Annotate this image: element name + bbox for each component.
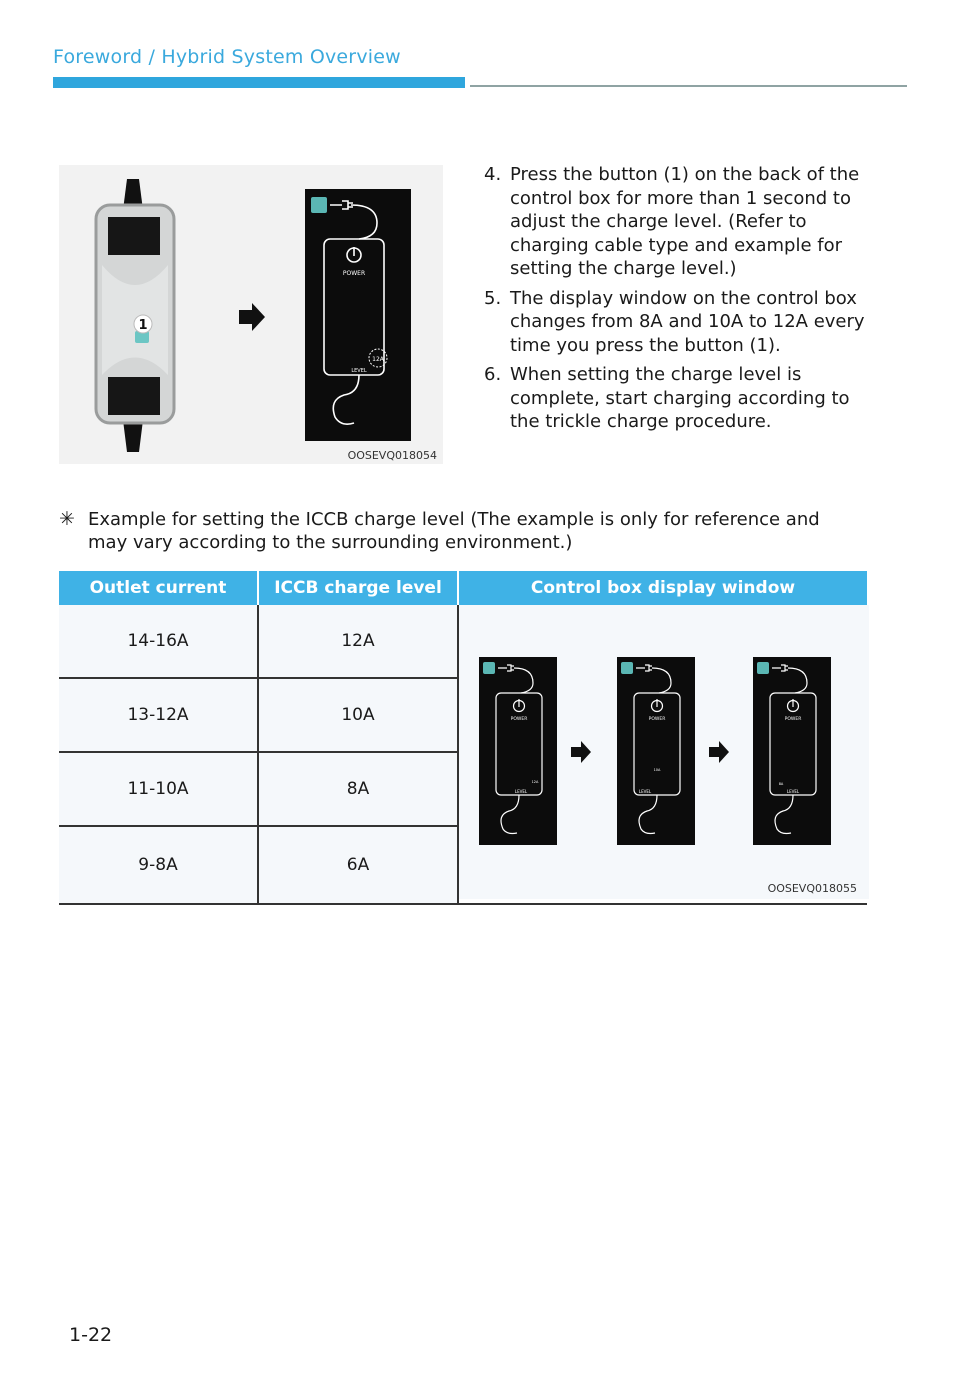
outlet-current-cell: 14-16A xyxy=(59,605,259,677)
button-callout: 1 xyxy=(138,318,148,333)
panel-level-label: LEVEL xyxy=(514,789,528,794)
header-accent-bar xyxy=(53,77,465,88)
control-box-illustration xyxy=(59,165,443,464)
control-box-figure xyxy=(59,165,443,464)
panel-level-label: LEVEL xyxy=(786,789,800,794)
arrow-icon xyxy=(709,741,729,763)
note-symbol: ✳ xyxy=(59,508,75,530)
charge-level-cell: 6A xyxy=(259,827,459,903)
panel-level-value: 12A xyxy=(531,780,539,784)
outlet-current-cell: 13-12A xyxy=(59,679,259,751)
panel-power-label: POWER xyxy=(784,717,802,722)
power-label: POWER xyxy=(342,270,366,277)
step-number: 5. xyxy=(484,287,502,309)
step-text: Press the button (1) on the back of the control box for more than 1 second to adjust the charge level. (Refer to charging cable type and example for setting the charge level.) xyxy=(510,164,860,279)
section-title: Foreword / Hybrid System Overview xyxy=(53,46,401,68)
table-row xyxy=(59,827,459,903)
page-number: 1-22 xyxy=(69,1324,113,1346)
header-iccb-charge-level: ICCB charge level xyxy=(259,571,459,605)
panel-power-label: POWER xyxy=(510,717,528,722)
display-panel-3 xyxy=(753,657,831,845)
table-row xyxy=(59,605,459,679)
display-window-cell xyxy=(459,605,869,899)
arrow-icon xyxy=(571,741,591,763)
charge-level-table xyxy=(59,571,867,905)
step-text: The display window on the control box changes from 8A and 10A to 12A every time you press the button (1). xyxy=(510,287,865,356)
display-panel-1 xyxy=(479,657,557,845)
charge-level-cell: 10A xyxy=(259,679,459,751)
outlet-current-cell: 9-8A xyxy=(59,827,259,903)
header-outlet-current: Outlet current xyxy=(59,571,259,605)
step-number: 4. xyxy=(484,164,502,185)
level-label: LEVEL xyxy=(351,368,367,374)
step-number: 6. xyxy=(484,364,502,385)
panel-level-label: LEVEL xyxy=(638,789,652,794)
step-item xyxy=(484,287,884,358)
display-sequence-figure xyxy=(459,605,869,899)
level-value: 12A xyxy=(372,356,384,363)
charge-level-cell: 12A xyxy=(259,605,459,677)
figure-code: OOSEVQ018055 xyxy=(767,882,857,895)
step-item xyxy=(484,363,884,434)
display-panel-2 xyxy=(617,657,695,845)
panel-power-label: POWER xyxy=(648,717,666,722)
step-text: When setting the charge level is complete, start charging according to the trickle charge procedure. xyxy=(510,364,850,432)
table-row xyxy=(59,753,459,827)
step-item xyxy=(484,163,884,281)
header-divider xyxy=(470,85,907,87)
outlet-current-cell: 11-10A xyxy=(59,753,259,825)
instruction-steps xyxy=(484,163,884,440)
table-body xyxy=(59,605,867,905)
panel-level-value: 8A xyxy=(778,782,784,786)
charge-level-cell: 8A xyxy=(259,753,459,825)
header-display-window: Control box display window xyxy=(530,578,796,598)
table-header xyxy=(59,571,867,605)
example-note xyxy=(59,508,859,554)
panel-level-value: 10A xyxy=(653,768,661,772)
figure-code: OOSEVQ018054 xyxy=(347,449,437,462)
note-text: Example for setting the ICCB charge level (The example is only for reference and may vary according to the surrounding environment.) xyxy=(88,509,820,553)
table-row xyxy=(59,679,459,753)
